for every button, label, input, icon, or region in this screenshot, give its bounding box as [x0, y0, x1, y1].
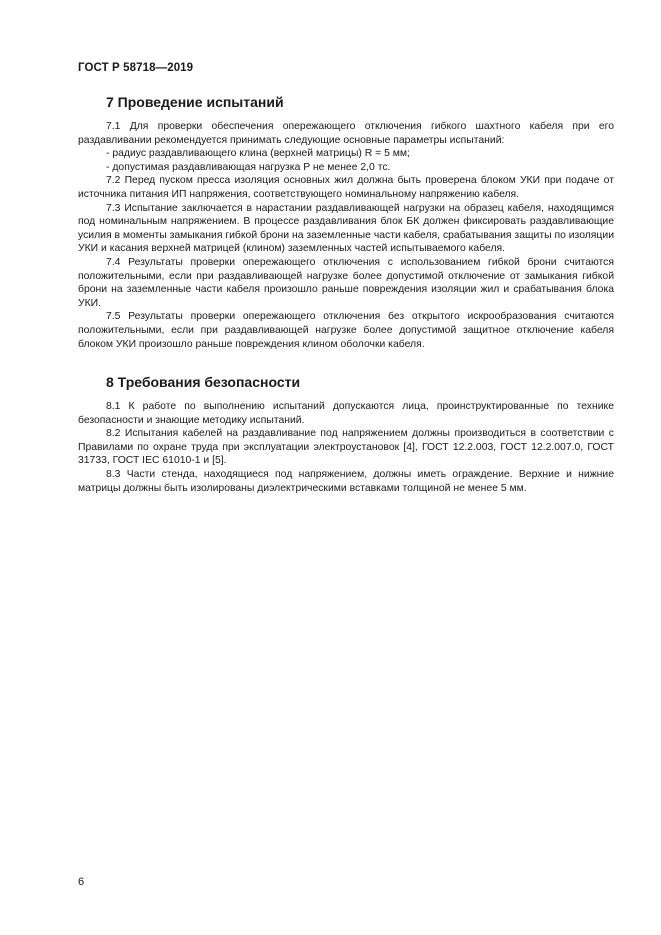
paragraph: 8.1 К работе по выполнению испытаний допускаются лица, проинструктированные по технике безопасности и знающие методику испытаний.	[78, 401, 614, 426]
standard-header: ГОСТ Р 58718—2019	[78, 62, 194, 74]
list-item: - допустимая раздавливающая нагрузка P не менее 2,0 тс.	[106, 161, 391, 173]
paragraph: 7.2 Перед пуском пресса изоляция основных жил должна быть проверена блоком УКИ при подаче от источника питания ИП напряжения, соответствующего номинальному напряжению кабеля.	[78, 175, 614, 200]
paragraph: 7.1 Для проверки обеспечения опережающего отключения гибкого шахтного кабеля при его раздавливании рекомендуется принимать следующие основные параметры испытаний:	[78, 121, 614, 146]
section-8	[78, 373, 614, 495]
paragraph: 8.3 Части стенда, находящиеся под напряжением, должны иметь ограждение. Верхние и нижние матрицы должны быть изолированы диэлектрическими вставками толщиной не менее 5 мм.	[78, 468, 614, 494]
page-number: 6	[78, 876, 85, 888]
paragraph: 7.4 Результаты проверки опережающего отключения с использованием гибкой брони считаются положительными, если при раздавливающей нагрузке более допустимой отключение от замыкания гибкой брони на заземленные части кабеля произошло раньше повреждения изоляции жил и срабатывания блока УКИ.	[78, 256, 614, 309]
paragraph: 7.5 Результаты проверки опережающего отключения без открытого искрообразования считаются положительными, если при раздавливающей нагрузке более допустимой защитное отключение кабеля блоком УКИ произошло раньше повреждения клином оболочки кабеля.	[78, 311, 614, 350]
section-title: 7 Проведение испытаний	[106, 94, 284, 110]
list-item: - радиус раздавливающего клина (верхней матрицы) R = 5 мм;	[106, 148, 410, 160]
paragraph: 7.3 Испытание заключается в нарастании раздавливающей нагрузки на образец кабеля, находящимся под номинальным напряжением. В процессе раздавливания блок БК должен фиксировать раздавливающие усилия в моменты замыкания гибкой брони на заземленные части кабеля, срабатывания защиты по изоляции УКИ и касания верхней матрицей (клином) заземленных частей испытываемого кабеля.	[78, 202, 614, 255]
paragraph: 8.2 Испытания кабелей на раздавливание под напряжением должны производиться в соответствии с Правилами по охране труда при эксплуатации электроустановок [4], ГОСТ 12.2.003, ГОСТ 12.2.007.0, ГОСТ 31733, ГОСТ IEC 61010-1 и [5].	[78, 428, 614, 467]
section-title: 8 Требования безопасности	[106, 374, 301, 390]
section-7	[78, 93, 614, 351]
